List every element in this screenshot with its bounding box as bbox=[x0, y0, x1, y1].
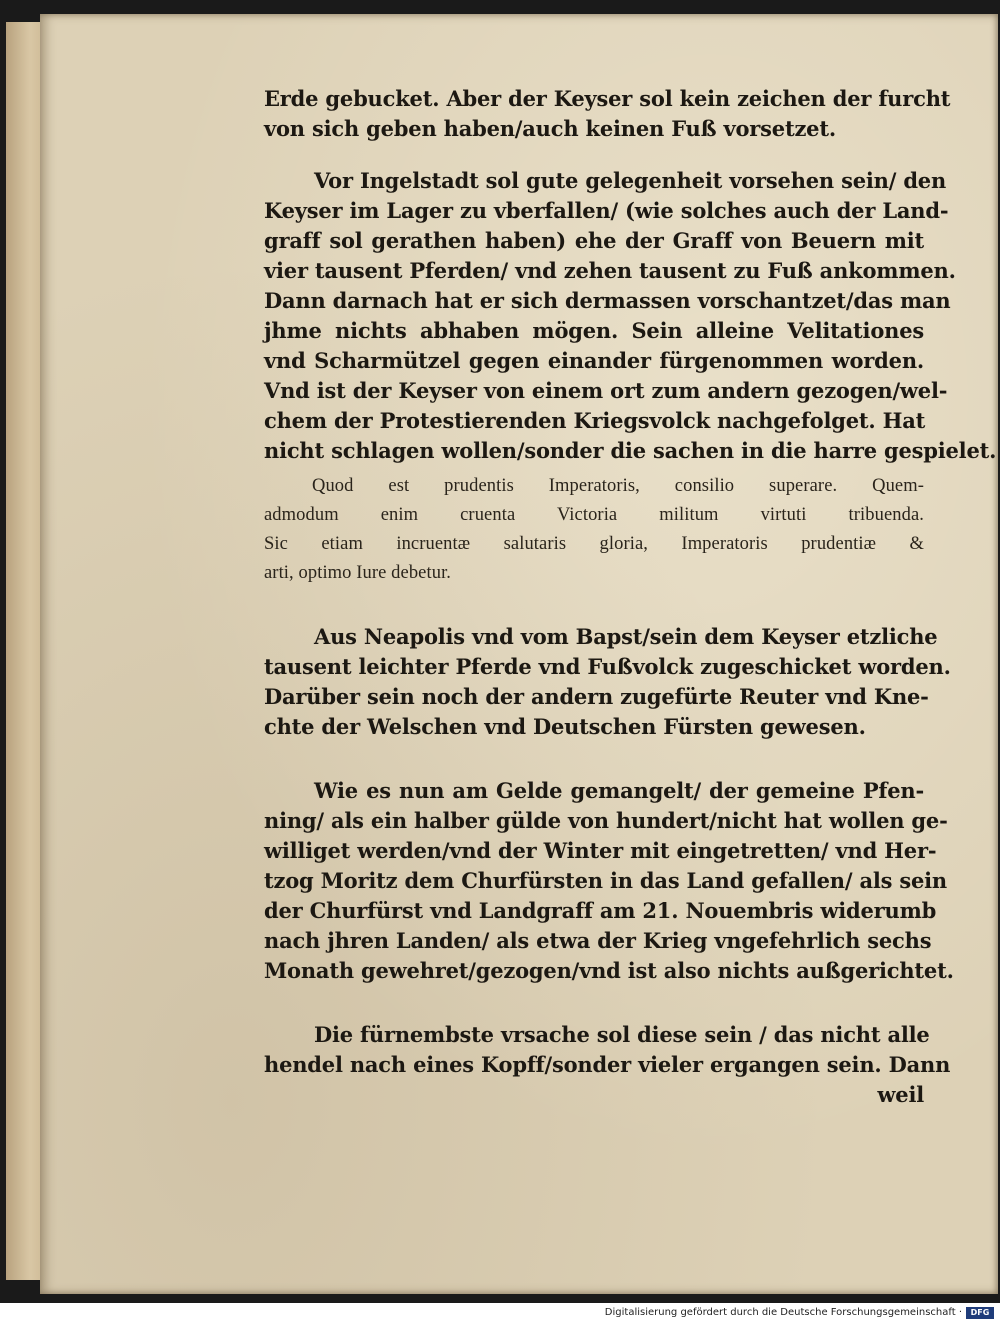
catchword: weil bbox=[877, 1082, 924, 1107]
text-line: williget werden/vnd der Winter mit eingetretten/ vnd Her- bbox=[264, 838, 937, 863]
text-line: tzog Moritz dem Churfürsten in das Land gefallen/ als sein bbox=[264, 868, 947, 893]
text-line: nicht schlagen wollen/sonder die sachen in die harre gespielet. bbox=[264, 438, 997, 463]
text-line: tausent leichter Pferde vnd Fußvolck zugeschicket worden. bbox=[264, 654, 951, 679]
text-line: ning/ als ein halber gülde von hundert/nicht hat wollen ge- bbox=[264, 808, 948, 833]
text-line: admodum enim cruenta Victoria militum virtuti tribuenda. bbox=[264, 505, 924, 525]
text-line: arti, optimo Iure debetur. bbox=[264, 563, 452, 583]
text-line: Darüber sein noch der andern zugefürte Reuter vnd Kne- bbox=[264, 684, 929, 709]
text-line: Sic etiam incruentæ salutaris gloria, Imperatoris prudentiæ & bbox=[264, 534, 924, 554]
text-line: Die fürnembste vrsache sol diese sein / das nicht alle bbox=[314, 1022, 930, 1047]
text-line: hendel nach eines Kopff/sonder vieler ergangen sein. Dann bbox=[264, 1052, 951, 1077]
text-line: Dann darnach hat er sich dermassen vorschantzet/das man bbox=[264, 288, 951, 313]
text-line: jhme nichts abhaben mögen. Sein alleine Velitationes bbox=[264, 318, 924, 343]
text-line: Erde gebucket. Aber der Keyser sol kein zeichen der furcht bbox=[264, 86, 951, 111]
text-line: der Churfürst vnd Landgraff am 21. Nouembris widerumb bbox=[264, 898, 937, 923]
text-line: Monath gewehret/gezogen/vnd ist also nichts außgerichtet. bbox=[264, 958, 954, 983]
paragraph-5 bbox=[264, 1020, 951, 1110]
paragraph-4 bbox=[264, 776, 954, 986]
dfg-logo-icon: DFG bbox=[966, 1307, 994, 1319]
paragraph-2 bbox=[264, 166, 997, 466]
funding-notice: Digitalisierung gefördert durch die Deutsche Forschungsgemeinschaft · bbox=[604, 1307, 962, 1318]
latin-quotation bbox=[264, 472, 924, 588]
text-line: von sich geben haben/auch keinen Fuß vorsetzet. bbox=[264, 116, 836, 141]
text-line: vnd Scharmützel gegen einander fürgenommen worden. bbox=[264, 348, 924, 373]
text-line: Aus Neapolis vnd vom Bapst/sein dem Keyser etzliche bbox=[314, 624, 938, 649]
paragraph-3 bbox=[264, 622, 951, 742]
text-line: chem der Protestierenden Kriegsvolck nachgefolget. Hat bbox=[264, 408, 926, 433]
footer-bar bbox=[0, 1303, 1000, 1323]
text-line: Keyser im Lager zu vberfallen/ (wie solches auch der Land- bbox=[264, 198, 949, 223]
text-line: Quod est prudentis Imperatoris, consilio superare. Quem- bbox=[312, 476, 924, 496]
page-text bbox=[264, 84, 997, 1110]
text-line: vier tausent Pferden/ vnd zehen tausent zu Fuß ankommen. bbox=[264, 258, 956, 283]
text-line: chte der Welschen vnd Deutschen Fürsten gewesen. bbox=[264, 714, 866, 739]
text-line: graff sol gerathen haben) ehe der Graff von Beuern mit bbox=[264, 228, 924, 253]
text-line: nach jhren Landen/ als etwa der Krieg vngefehrlich sechs bbox=[264, 928, 932, 953]
text-line: Vnd ist der Keyser von einem ort zum andern gezogen/wel- bbox=[264, 378, 948, 403]
text-line: Vor Ingelstadt sol gute gelegenheit vorsehen sein/ den bbox=[314, 168, 947, 193]
book-page bbox=[40, 14, 998, 1294]
paragraph-1 bbox=[264, 84, 951, 144]
text-line: Wie es nun am Gelde gemangelt/ der gemeine Pfen- bbox=[314, 778, 924, 803]
